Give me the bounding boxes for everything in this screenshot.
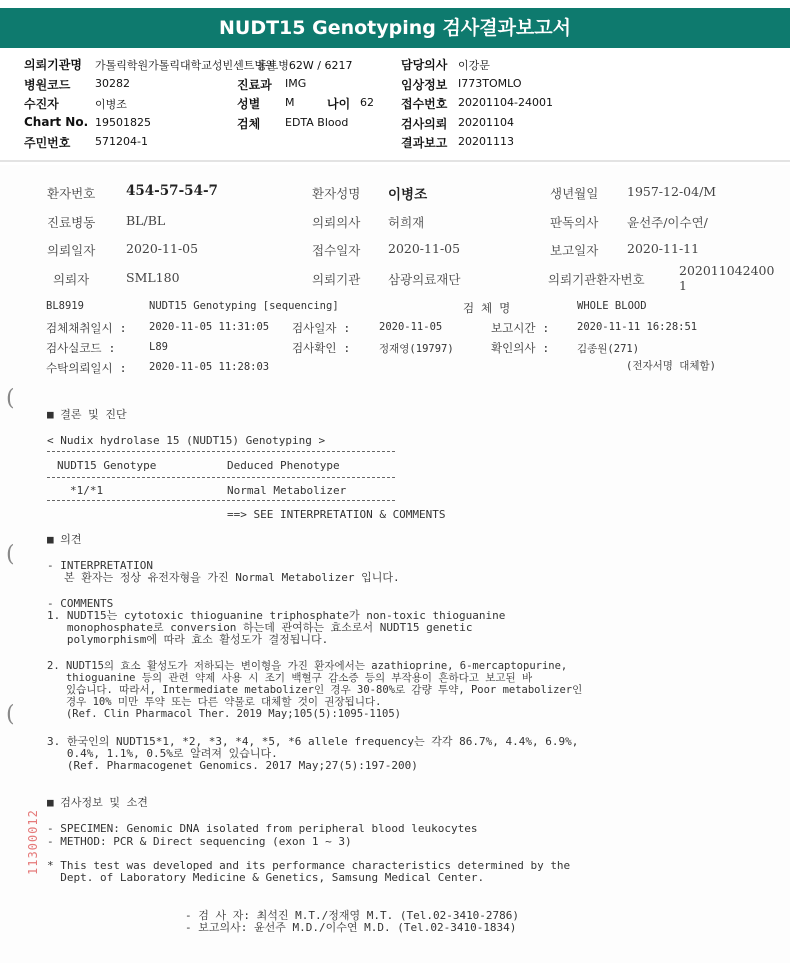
result-heading: ■ 결론 및 진단	[47, 408, 127, 421]
test-verify-label: 확인의사 :	[491, 341, 550, 355]
result-col-phenotype: Deduced Phenotype	[227, 459, 340, 472]
test-room: L89	[149, 341, 168, 353]
pi-doctor-label: 의뢰의사	[312, 215, 361, 230]
info-reporter: - 보고의사: 윤선주 M.D./이수연 M.D. (Tel.02-3410-1834)	[185, 921, 517, 934]
header-value-ward: 동트병62W / 6217	[257, 59, 353, 72]
header-label-dept: 진료과	[237, 78, 272, 92]
test-code: BL8919	[46, 300, 84, 312]
test-consign-label: 수탁의뢰일시 :	[46, 361, 127, 375]
test-collect: 2020-11-05 11:31:05	[149, 321, 270, 333]
report-header	[0, 52, 790, 157]
header-label-sex: 성별	[237, 97, 261, 111]
header-value-request: 20201104	[458, 116, 514, 129]
result-rule-top	[47, 451, 395, 452]
result-rule-mid	[47, 477, 395, 478]
pi-recv-date: 2020-11-05	[388, 241, 461, 256]
header-value-patient: 이병조	[95, 98, 127, 111]
header-divider	[0, 160, 790, 162]
pi-recv-date-label: 접수일자	[312, 243, 361, 258]
result-rule-bottom	[47, 500, 395, 501]
header-label-patient: 수진자	[24, 97, 59, 111]
pi-dob: 1957-12-04/M	[627, 184, 717, 199]
info-tester: - 검 사 자: 최석진 M.T./정재영 M.T. (Tel.02-3410-2786)	[185, 909, 520, 922]
header-value-report: 20201113	[458, 135, 514, 148]
pi-inst-pt-line1: 202011042400	[679, 263, 775, 278]
opinion-comments-head: - COMMENTS	[47, 597, 114, 610]
opinion-interp-head: - INTERPRETATION	[47, 559, 153, 572]
pi-inst-pt-line2: 1	[679, 278, 687, 293]
header-value-institution: 가톨릭학원가톨릭대학교성빈센트병원	[95, 59, 276, 72]
test-name: NUDT15 Genotyping [sequencing]	[149, 300, 339, 312]
test-confirm: 정재영(19797)	[379, 343, 454, 355]
header-label-receipt: 접수번호	[401, 97, 448, 111]
result-phenotype: Normal Metabolizer	[227, 484, 347, 497]
test-report-time: 2020-11-11 16:28:51	[577, 321, 698, 333]
pi-institution: 삼광의료재단	[388, 272, 461, 287]
test-specimen: WHOLE BLOOD	[577, 300, 647, 312]
vertical-stamp: 11300012	[26, 809, 40, 875]
header-value-sex: M	[285, 96, 295, 109]
test-confirm-label: 검사확인 :	[292, 341, 351, 355]
result-col-genotype: NUDT15 Genotype	[57, 459, 157, 472]
pi-inst-pt-label: 의뢰기관환자번호	[548, 272, 645, 287]
pi-dob-label: 생년월일	[550, 186, 599, 201]
pi-requester: SML180	[126, 270, 180, 285]
pi-name-label: 환자성명	[312, 186, 361, 201]
header-value-clinical: I773TOMLO	[458, 77, 522, 90]
info-note: * This test was developed and its performance characteristics determined by the Dept. of Laboratory Medicine & Genetics, Samsung Medical Center.	[47, 859, 571, 884]
pi-reader-label: 판독의사	[550, 215, 599, 230]
header-label-resident-no: 주민번호	[24, 136, 71, 150]
pi-report-date-label: 보고일자	[550, 243, 599, 258]
pi-no: 454-57-54-7	[126, 183, 218, 199]
opinion-interp-text: 본 환자는 정상 유전자형을 가진 Normal Metabolizer 입니다.	[64, 571, 400, 584]
pi-req-date: 2020-11-05	[126, 241, 199, 256]
pi-requester-label: 의뢰자	[53, 272, 90, 287]
opinion-heading: ■ 의견	[47, 533, 82, 546]
test-consign: 2020-11-05 11:28:03	[149, 361, 270, 373]
header-label-chart: Chart No.	[24, 115, 89, 129]
pi-report-date: 2020-11-11	[627, 241, 700, 256]
binder-mark-icon: (	[6, 542, 15, 567]
opinion-comment-2: 2. NUDT15의 효소 활성도가 저하되는 변이형을 가진 환자에서는 azathioprine, 6-mercaptopurine, thioguanine 등의 관련 약제 사용 시 조기 백혈구 감소증 등의 부작용이 흔하다고 보고된 바 있습니다. 따라서, Intermediate metabolizer인 경우 30-80%로 감량 투약, Poor metabolizer인 경우 10% 미만 투약 또는 다른 약물로 대체할 것이 권장됩니다. (Ref. Clin Pharmacol Ther. 2019 May;105(5):1095-1105)	[47, 660, 583, 720]
header-value-resident-no: 571204-1	[95, 135, 148, 148]
header-label-hospital-code: 병원코드	[24, 78, 71, 92]
test-collect-label: 검체채취일시 :	[46, 321, 127, 335]
result-see: ==> SEE INTERPRETATION & COMMENTS	[227, 508, 446, 521]
header-value-chart: 19501825	[95, 116, 151, 129]
pi-doctor: 허희재	[388, 215, 425, 230]
header-value-hospital-code: 30282	[95, 77, 130, 90]
opinion-comment-1: 1. NUDT15는 cytotoxic thioguanine triphosphate가 non-toxic thioguanine monophosphate로 conversion 하는데 관여하는 효소로서 NUDT15 genetic polymorphism에 따라 효소 활성도가 결정됩니다.	[47, 609, 506, 646]
test-esign: (전자서명 대체함)	[626, 360, 716, 372]
header-label-institution: 의뢰기관명	[24, 58, 82, 72]
header-value-dept: IMG	[285, 77, 307, 90]
header-value-receipt: 20201104-24001	[458, 96, 553, 109]
header-value-age: 62	[360, 96, 374, 109]
header-value-specimen: EDTA Blood	[285, 116, 349, 129]
test-verify: 김종원(271)	[577, 343, 640, 355]
test-date-label: 검사일자 :	[292, 321, 351, 335]
info-method: - METHOD: PCR & Direct sequencing (exon 1 ~ 3)	[47, 835, 352, 848]
pi-name: 이병조	[388, 187, 428, 203]
header-label-doctor: 담당의사	[401, 58, 448, 72]
test-specimen-label: 검 체 명	[463, 301, 511, 315]
header-label-age: 나이	[327, 97, 351, 111]
binder-mark-icon: (	[6, 702, 15, 727]
test-room-label: 검사실코드 :	[46, 341, 116, 355]
opinion-comment-3: 3. 한국인의 NUDT15*1, *2, *3, *4, *5, *6 allele frequency는 각각 86.7%, 4.4%, 6.9%, 0.4%, 1.1%, 0.5%로 알려져 있습니다. (Ref. Pharmacogenet Genomics. 2017 May;27(5):197-200)	[47, 735, 579, 772]
header-label-clinical: 임상정보	[401, 78, 448, 92]
result-subtitle: < Nudix hydrolase 15 (NUDT15) Genotyping >	[47, 434, 326, 447]
pi-req-date-label: 의뢰일자	[47, 243, 96, 258]
pi-no-label: 환자번호	[47, 186, 96, 201]
binder-mark-icon: (	[6, 386, 15, 411]
test-report-time-label: 보고시간 :	[491, 321, 550, 335]
pi-reader: 윤선주/이수연/	[627, 215, 708, 230]
pi-ward-label: 진료병동	[47, 215, 96, 230]
pi-institution-label: 의뢰기관	[312, 272, 361, 287]
info-specimen: - SPECIMEN: Genomic DNA isolated from peripheral blood leukocytes	[47, 822, 478, 835]
report-title: NUDT15 Genotyping 검사결과보고서	[0, 8, 790, 48]
header-value-doctor: 이강문	[458, 59, 490, 72]
header-label-report: 결과보고	[401, 136, 448, 150]
test-date: 2020-11-05	[379, 321, 443, 333]
result-genotype: *1/*1	[70, 484, 104, 497]
info-heading: ■ 검사정보 및 소견	[47, 796, 148, 809]
header-label-request: 검사의뢰	[401, 117, 448, 131]
pi-ward: BL/BL	[126, 213, 166, 228]
header-label-specimen: 검체	[237, 117, 261, 131]
